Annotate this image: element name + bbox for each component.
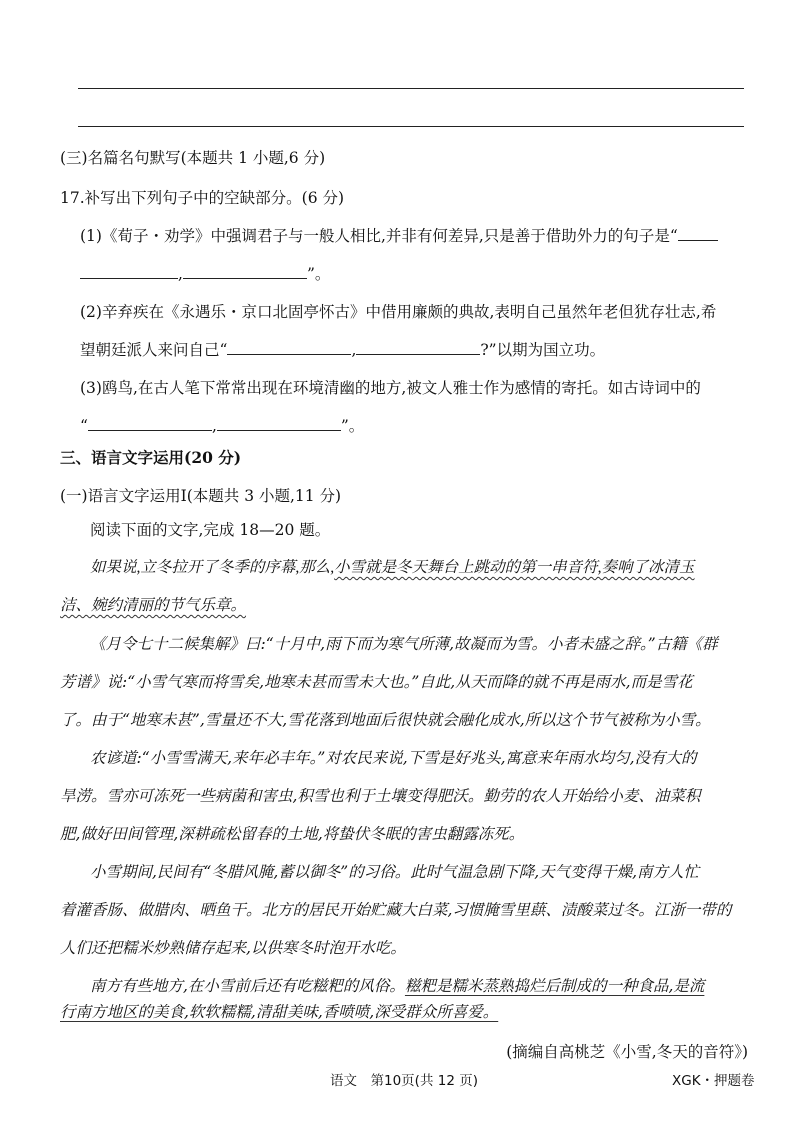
fill-blank[interactable] xyxy=(227,339,351,355)
fill-blank[interactable] xyxy=(217,415,341,431)
answer-line xyxy=(78,126,744,127)
passage-paragraph-1 xyxy=(90,556,780,580)
underlined-sentence: 行南方地区的美食,软软糯糯,清甜美味,香喷喷,深受群众所喜爱。 xyxy=(60,1003,499,1021)
question-17-item-2: (2)辛弃疾在《永遇乐・京口北固亭怀古》中借用廉颇的典故,表明自己虽然年老但犹存壮志,希 xyxy=(80,303,717,321)
passage-paragraph-5 xyxy=(90,974,780,998)
fill-blank[interactable] xyxy=(80,263,178,279)
reading-instruction: 阅读下面的文字,完成 18—20 题。 xyxy=(90,521,331,539)
closing-quote: ”。 xyxy=(306,265,331,283)
closing-quote: ”。 xyxy=(340,417,365,435)
passage-paragraph-3: 农谚道:“小雪雪满天,来年必丰年。”对农民来说,下雪是好兆头,寓意来年雨水均匀,没有大的 xyxy=(90,749,697,767)
wavy-underlined-sentence: 小雪就是冬天舞台上跳动的第一串音符,奏响了冰清玉 xyxy=(334,559,695,576)
fill-blank[interactable] xyxy=(88,415,212,431)
question-17-item-1 xyxy=(80,224,770,248)
comma: , xyxy=(211,417,217,435)
fill-blank[interactable] xyxy=(356,339,480,355)
passage-paragraph-2-line: 了。由于“地寒未甚”,雪量还不大,雪花落到地面后很快就会融化成水,所以这个节气被称为小雪。 xyxy=(60,711,711,729)
p5-text: 南方有些地方,在小雪前后还有吃糍粑的风俗。 xyxy=(90,977,405,995)
passage-paragraph-3-line: 肥,做好田间管理,深耕疏松留春的土地,将蛰伏冬眠的害虫翻露冻死。 xyxy=(60,825,525,843)
page-number: 语文 第10页(共 12 页) xyxy=(330,1073,478,1089)
passage-paragraph-1-cont xyxy=(60,594,750,618)
passage-paragraph-5-line xyxy=(60,1000,750,1024)
section-title: (三)名篇名句默写(本题共 1 小题,6 分) xyxy=(60,149,326,167)
passage-paragraph-4-line: 人们还把糯米炒熟储存起来,以供寒冬时泡开水吃。 xyxy=(60,939,406,957)
passage-paragraph-2-line: 芳谱》说:“小雪气寒而将雪矣,地寒未甚而雪未大也。”自此,从天而降的就不再是雨水,而是雪花 xyxy=(60,673,693,691)
p1-text: 如果说,立冬拉开了冬季的序幕,那么, xyxy=(90,559,335,576)
opening-quote: “ xyxy=(80,417,88,435)
underlined-sentence: 糍粑是糯米蒸熟捣烂后制成的一种食品,是流 xyxy=(404,977,705,995)
wavy-underlined-sentence: 洁、婉约清丽的节气乐章。 xyxy=(60,597,247,614)
item-1-text: (1)《荀子・劝学》中强调君子与一般人相比,并非有何差异,只是善于借助外力的句子是“ xyxy=(80,227,678,245)
comma: , xyxy=(351,341,357,359)
fill-blank[interactable] xyxy=(183,263,307,279)
question-17-item-3-cont xyxy=(80,414,770,438)
passage-source: (摘编自高桃芝《小雪,冬天的音符》) xyxy=(506,1043,748,1061)
closing-text: ?”以期为国立功。 xyxy=(480,341,606,359)
fill-blank[interactable] xyxy=(678,225,718,241)
item-2-text: 望朝廷派人来问自己“ xyxy=(80,341,228,359)
subsection-title: (一)语言文字运用Ⅰ(本题共 3 小题,11 分) xyxy=(60,487,342,505)
passage-paragraph-4: 小雪期间,民间有“冬腊风腌,蓄以御冬”的习俗。此时气温急剧下降,天气变得干燥,南方人忙 xyxy=(90,863,700,881)
answer-line xyxy=(78,88,744,89)
question-17-item-3: (3)鸥鸟,在古人笔下常常出现在环境清幽的地方,被文人雅士作为感情的寄托。如古诗词中的 xyxy=(80,379,701,397)
paper-code: XGK・押题卷 xyxy=(672,1073,755,1089)
part-3-title: 三、语言文字运用(20 分) xyxy=(60,448,242,467)
question-17-item-2-cont xyxy=(80,338,770,362)
question-17-stem: 17.补写出下列句子中的空缺部分。(6 分) xyxy=(60,189,345,207)
comma: , xyxy=(178,265,183,283)
passage-paragraph-4-line: 着灌香肠、做腊肉、晒鱼干。北方的居民开始贮藏大白菜,习惯腌雪里蕻、渍酸菜过冬。江浙一带的 xyxy=(60,901,732,919)
question-17-item-1-cont xyxy=(80,262,770,286)
passage-paragraph-3-line: 旱涝。雪亦可冻死一些病菌和害虫,积雪也利于土壤变得肥沃。勤劳的农人开始给小麦、油菜积 xyxy=(60,787,701,805)
passage-paragraph-2: 《月令七十二候集解》曰:“十月中,雨下而为寒气所薄,故凝而为雪。小者未盛之辞。”古籍《群 xyxy=(90,635,718,653)
